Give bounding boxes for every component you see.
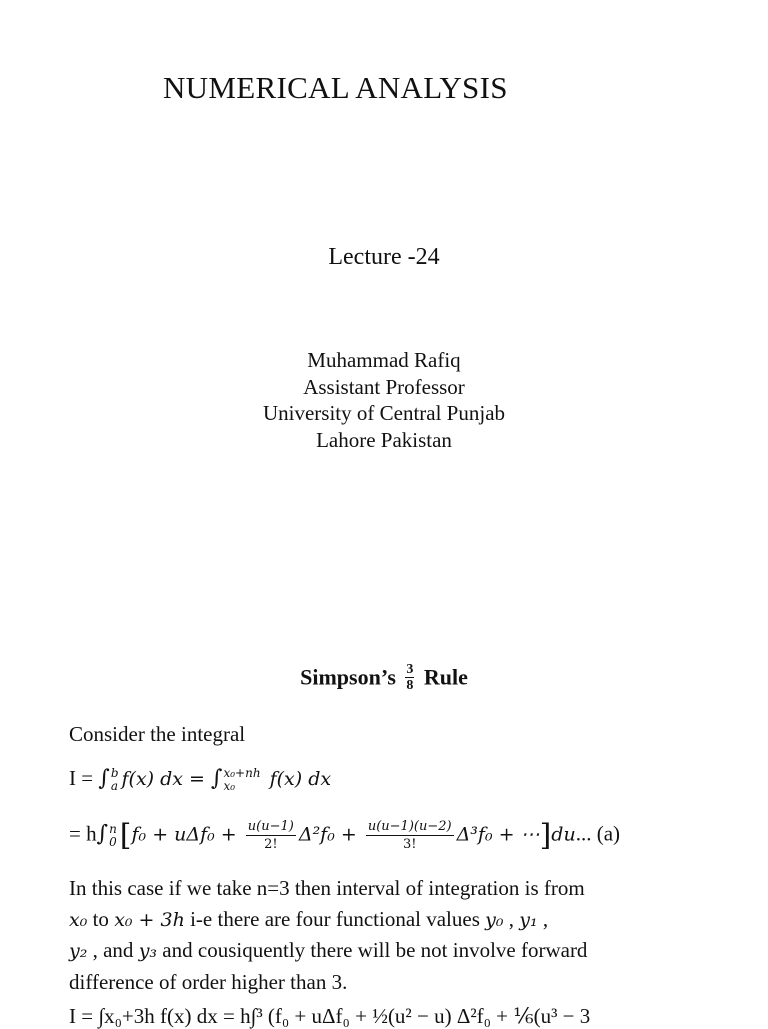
paragraph-line-4: difference of order higher than 3.: [69, 969, 348, 994]
expansion-equation: [69, 818, 620, 853]
author-position: Assistant Professor: [303, 374, 465, 399]
eq1-lower-b: x₀: [223, 779, 236, 794]
eq1-lower-a: a: [110, 779, 118, 794]
math-x0: x₀: [69, 908, 88, 931]
text-and: , and: [87, 938, 139, 962]
math-y2: y₂: [69, 940, 88, 962]
integral-sign-icon: ∫: [211, 766, 223, 791]
text-comma-2: ,: [537, 906, 549, 931]
text-functional-values: i-e there are four functional values: [184, 906, 486, 931]
eq1-body-b: f(x) dx: [263, 768, 332, 790]
heading-prefix: Simpson’s: [300, 664, 396, 690]
math-y1: y₁: [519, 908, 538, 931]
eq2-upper: n: [109, 821, 117, 836]
eq2-label: ... (a): [575, 821, 621, 846]
eq2-limits: [109, 823, 117, 849]
math-x0-3h: x₀ + 3h: [114, 908, 185, 931]
integral-equation: [69, 766, 331, 793]
eq1-limits-a: [111, 767, 119, 793]
eq2-fraction-1: [246, 818, 296, 853]
lecture-number: Lecture -24: [328, 244, 440, 270]
author-name: Muhammad Rafiq: [307, 348, 461, 372]
heading-fraction-numerator: 3: [406, 662, 414, 677]
paragraph-line-2: [69, 904, 699, 936]
eq2-frac2-num: u(u−1)(u−2): [367, 819, 452, 834]
text-to: to: [87, 906, 115, 931]
eq2-frac1-num: u(u−1): [247, 819, 294, 834]
heading-fraction: [405, 662, 414, 693]
eq2-frac2-den: 3!: [402, 837, 417, 852]
eq2-du: du: [551, 823, 576, 846]
eq2-fraction-2: [366, 818, 454, 853]
math-y0: y₀: [485, 908, 504, 931]
paragraph-line-1: In this case if we take n=3 then interval of integration is from: [69, 876, 585, 900]
cut-off-equation: I = ∫x₀+3h f(x) dx = h∫³ (f₀ + uΔf₀ + ½(u² − u) Δ²f₀ + ⅙(u³ − 3: [69, 1004, 591, 1028]
eq2-term2: Δ²f₀ +: [298, 823, 363, 846]
explanation-paragraph: [69, 873, 699, 997]
author-location: Lahore Pakistan: [316, 427, 452, 452]
eq1-limits-b: [223, 767, 260, 793]
right-bracket-icon: ]: [539, 818, 552, 853]
eq2-term3: Δ³f₀ + ⋯: [456, 823, 540, 846]
text-comma-1: ,: [503, 906, 520, 931]
section-heading: [0, 664, 768, 695]
consider-text: Consider the integral: [69, 722, 246, 746]
integral-sign-icon: ∫: [98, 766, 110, 791]
integral-sign-icon: ∫: [96, 821, 109, 847]
eq2-frac1-den: 2!: [264, 837, 278, 852]
document-title: NUMERICAL ANALYSIS: [163, 70, 508, 105]
eq1-lhs: I =: [69, 766, 99, 790]
paragraph-line-3: [69, 935, 699, 967]
eq2-prefix: = h: [69, 821, 97, 846]
eq2-lower: 0: [109, 834, 117, 849]
heading-fraction-denominator: 8: [406, 678, 414, 693]
math-y3: y₃: [138, 940, 158, 962]
author-university: University of Central Punjab: [262, 401, 506, 425]
text-consequently: and cousiquently there will be not involve forward: [157, 938, 588, 962]
left-bracket-icon: [: [119, 818, 132, 853]
eq2-term1: f₀ + uΔf₀ +: [131, 823, 243, 846]
heading-suffix: Rule: [423, 664, 468, 690]
eq1-upper-a: b: [110, 766, 119, 781]
eq1-upper-b: x₀+nh: [223, 766, 261, 781]
eq1-body-a: f(x) dx =: [121, 768, 211, 790]
author-block: [0, 347, 768, 453]
